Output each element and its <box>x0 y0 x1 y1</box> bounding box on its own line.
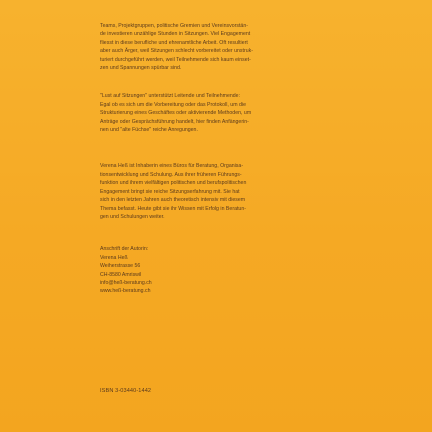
isbn-number: ISBN 3-03440-1442 <box>100 388 152 394</box>
spacer <box>100 82 350 92</box>
blurb-paragraph-1: Teams, Projektgruppen, politische Gremien und Vereinsvorstän- de investieren unzählige Stunden in Sitzungen. Viel Engagement fliesst in diese berufliche und ehrenamtliche Arbeit. Oft resultiert aber auch Ärger, weil Sitzungen schlecht vorbereitet oder unstruk- turiert durchgeführt werden, weil Teilnehmende sich kaum einset- zen und Spannungen spürbar sind. <box>100 23 253 72</box>
author-bio-paragraph: Verena Heß ist Inhaberin eines Büros für Beratung, Organisa- tionsentwicklung und Schulung. Aus ihrer früheren Führungs- funktion und ihrem vielfältigen politischen und berufspolitischen Engagement bringt sie reiche Sitzungserfahrung mit. Sie hat sich in den letzten Jahren auch theoretisch intensiv mit diesem Thema befasst. Heute gibt sie ihr Wissen mit Erfolg in Beratun- gen und Schulungen weiter. <box>100 163 247 220</box>
spacer <box>100 231 350 245</box>
blurb-paragraph-2: "Lust auf Sitzungen" unterstützt Leitende und Teilnehmende: Egal ob es sich um die Vorbereitung oder das Protokoll, um die Strukturierung eines Geschäftes oder aktivierende Methoden, um Anträge oder Gesprächsführung handelt, hier finden Anfängerin- nen und "alte Füchse" reiche Anregungen. <box>100 93 252 134</box>
author-address: Anschrift der Autorin: Verena Heß Weiherstrasse 56 CH-8580 Amriswil info@heß-beratung.ch www.heß-beratung.ch <box>100 246 152 295</box>
back-cover-text-block <box>100 22 350 296</box>
spacer <box>100 144 350 162</box>
